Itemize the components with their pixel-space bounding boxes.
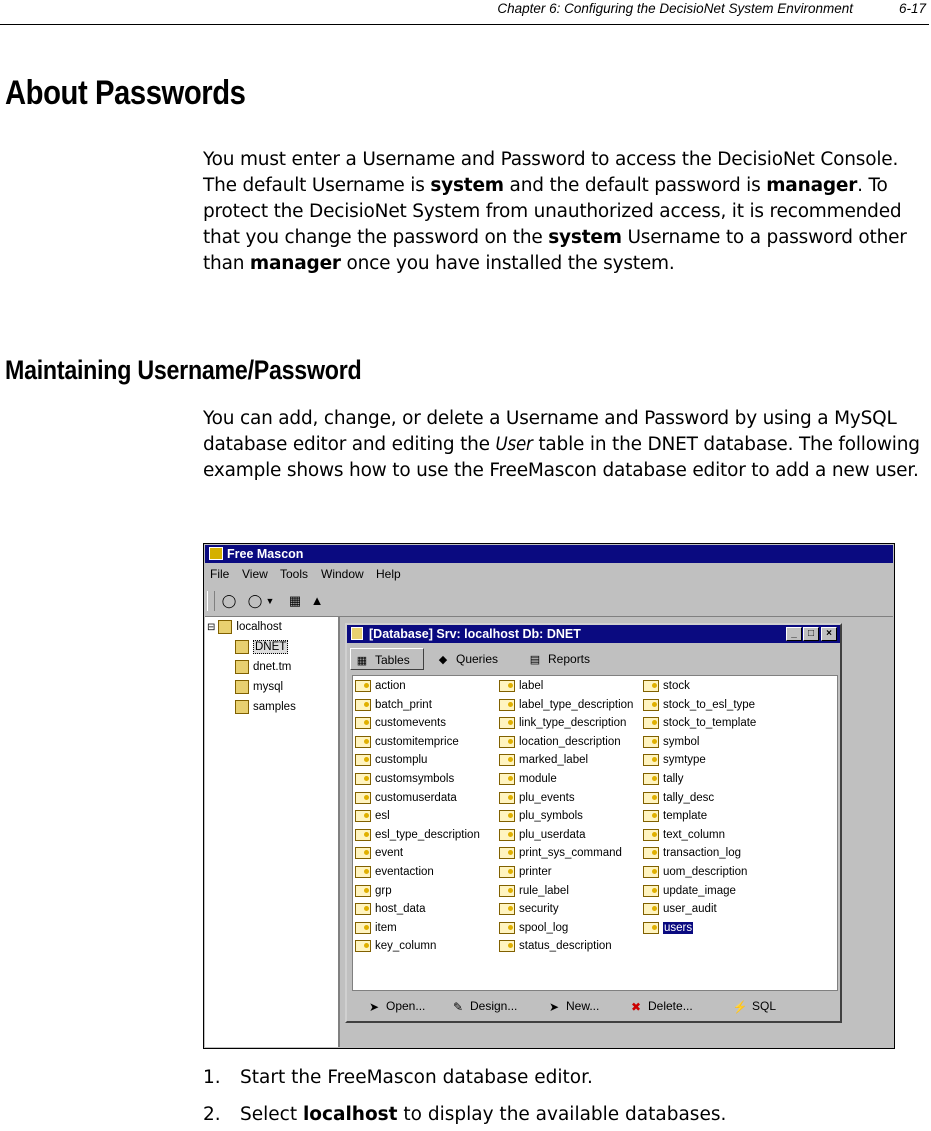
table-name: uom_description — [663, 866, 748, 878]
table-name: batch_print — [375, 698, 432, 711]
table-icon — [355, 717, 371, 729]
bold-password: manager — [766, 175, 858, 196]
table-list-item[interactable] — [355, 920, 397, 937]
toolbar-grip — [207, 591, 215, 611]
tab-reports[interactable] — [524, 648, 604, 670]
table-icon — [355, 773, 371, 785]
table-list-item[interactable] — [499, 752, 588, 769]
menu-file[interactable]: File — [210, 567, 230, 581]
design-icon: ✎ — [452, 999, 464, 1014]
dropdown-arrow-icon[interactable]: ▼ — [265, 596, 275, 606]
section-title-maintaining: Maintaining Username/Password — [5, 355, 362, 385]
table-name: users — [664, 921, 693, 934]
bold-username: system — [430, 175, 504, 196]
text-run: table in the DNET database. The following example shows how to use the FreeMascon database editor to add a new user. — [203, 434, 920, 481]
connect-icon[interactable]: ◯ — [221, 593, 237, 608]
sql-button[interactable] — [732, 999, 776, 1014]
new-icon: ➤ — [548, 999, 560, 1014]
table-list-item[interactable] — [643, 697, 755, 714]
table-name: security — [519, 903, 559, 916]
step-text: to display the available databases. — [397, 1104, 727, 1125]
table-list-item[interactable] — [643, 845, 741, 862]
table-icon — [499, 885, 515, 897]
table-name: text_column — [663, 828, 726, 841]
table-name: spool_log — [519, 921, 569, 934]
table-icon — [355, 866, 371, 878]
report-icon: ▤ — [529, 653, 541, 666]
table-list-item[interactable] — [355, 734, 459, 751]
table-name: template — [663, 810, 708, 823]
table-name: symbol — [663, 735, 700, 748]
table-name: printer — [519, 866, 552, 878]
table-list-item[interactable] — [355, 938, 436, 955]
table-list-item[interactable] — [643, 864, 747, 881]
table-icon — [643, 903, 659, 915]
tree-node-mysql[interactable] — [235, 679, 283, 695]
page-number: 6-17 — [898, 1, 926, 16]
table-icon — [499, 717, 515, 729]
about-passwords-paragraph — [203, 147, 928, 277]
tab-queries[interactable] — [432, 648, 516, 670]
text-run: once you have installed the system. — [340, 253, 675, 274]
table-list-item[interactable] — [499, 883, 569, 900]
text-run: and the default password is — [503, 175, 767, 196]
table-icon — [355, 847, 371, 859]
table-name: plu_events — [519, 791, 575, 804]
table-icon — [499, 903, 515, 915]
table-list-item[interactable] — [643, 752, 706, 769]
table-icon — [643, 717, 659, 729]
table-icon — [499, 847, 515, 859]
tab-tables[interactable] — [350, 648, 424, 670]
table-icon — [499, 680, 515, 692]
child-title: [Database] Srv: localhost Db: DNET — [369, 627, 581, 641]
table-name: status_description — [519, 940, 612, 953]
table-list-item[interactable] — [499, 808, 583, 825]
table-icon — [499, 792, 515, 804]
table-list-item[interactable] — [643, 920, 693, 937]
table-name: customsymbols — [375, 773, 455, 785]
table-list-item[interactable] — [499, 938, 612, 955]
table-icon — [499, 866, 515, 878]
table-name: esl_type_description — [375, 828, 480, 841]
app-title-bar — [205, 545, 893, 563]
table-list-item[interactable] — [355, 771, 454, 788]
table-name: location_description — [519, 735, 621, 748]
table-icon — [643, 754, 659, 766]
step-text: Select — [240, 1104, 303, 1125]
table-name: stock_to_esl_type — [663, 698, 756, 711]
table-icon — [643, 866, 659, 878]
table-name: stock_to_template — [663, 717, 757, 730]
step-2 — [203, 1102, 726, 1128]
table-list-item[interactable] — [499, 715, 626, 732]
table-name: customplu — [375, 754, 428, 767]
database-icon — [235, 680, 249, 694]
tree-label: dnet.tm — [253, 661, 292, 673]
table-list-item[interactable] — [355, 808, 390, 825]
collapse-icon[interactable]: ⊟ — [207, 622, 216, 633]
server-tree — [205, 617, 340, 1047]
query-icon: ◆ — [438, 653, 448, 666]
table-name: tally_desc — [663, 791, 715, 804]
table-name: customuserdata — [375, 791, 457, 804]
button-label: Delete... — [648, 999, 693, 1013]
table-name: esl — [375, 810, 390, 823]
mdi-area — [340, 617, 893, 1047]
button-label: Design... — [470, 999, 518, 1013]
toolbar — [205, 586, 893, 617]
close-icon[interactable]: × — [821, 627, 837, 641]
table-list-item[interactable] — [499, 734, 621, 751]
table-icon — [355, 680, 371, 692]
delete-button[interactable] — [628, 999, 693, 1014]
table-list-item[interactable] — [355, 697, 432, 714]
italic-table-name: User — [495, 434, 533, 455]
table-name: marked_label — [519, 754, 589, 767]
database-icon — [235, 700, 249, 714]
table-name: event — [375, 847, 404, 860]
table-icon — [643, 680, 659, 692]
section-title-about-passwords: About Passwords — [5, 74, 246, 112]
table-list-item[interactable] — [643, 808, 707, 825]
table-name: label_type_description — [519, 698, 634, 711]
table-list — [352, 675, 838, 991]
bold-password: manager — [249, 253, 341, 274]
table-list-item[interactable] — [355, 901, 426, 918]
table-list-item[interactable] — [499, 697, 633, 714]
table-icon — [355, 903, 371, 915]
menu-bar — [205, 564, 893, 584]
table-icon — [499, 810, 515, 822]
minimize-icon[interactable]: _ — [786, 627, 802, 641]
table-name: transaction_log — [663, 847, 741, 860]
tree-label: samples — [253, 701, 296, 713]
tree-node-dnet-tm[interactable] — [235, 659, 291, 675]
table-icon — [499, 754, 515, 766]
table-icon — [355, 792, 371, 804]
table-icon — [643, 773, 659, 785]
table-list-item[interactable] — [355, 790, 457, 807]
server-icon — [218, 620, 232, 634]
step-number: 2. — [203, 1104, 221, 1125]
table-list-item[interactable] — [499, 901, 559, 918]
tab-label: Tables — [375, 653, 410, 667]
table-name: eventaction — [375, 866, 434, 878]
table-icon — [499, 940, 515, 952]
step-text: Start the FreeMascon database editor. — [240, 1067, 593, 1088]
tree-node-samples[interactable] — [235, 699, 296, 715]
table-icon — [355, 810, 371, 822]
table-name: action — [375, 680, 406, 692]
bold-username: system — [548, 227, 622, 248]
table-icon — [355, 940, 371, 952]
menu-tools[interactable]: Tools — [280, 567, 309, 581]
sql-icon: ⚡ — [732, 999, 748, 1014]
table-list-item[interactable] — [355, 678, 406, 695]
text-run: You can add, change, or delete a Username and Password by using a MySQL database editor and editing the — [203, 408, 897, 455]
table-icon — [643, 699, 659, 711]
table-name: symtype — [663, 754, 706, 767]
menu-view[interactable]: View — [242, 567, 268, 581]
table-icon — [499, 829, 515, 841]
tree-label: DNET — [255, 641, 287, 653]
table-list-item[interactable] — [355, 715, 446, 732]
table-icon — [355, 754, 371, 766]
table-list-item[interactable] — [499, 827, 586, 844]
table-name: plu_symbols — [519, 810, 583, 823]
bold-localhost: localhost — [302, 1104, 398, 1125]
button-label: SQL — [752, 999, 777, 1013]
table-list-item[interactable] — [355, 752, 427, 769]
table-icon — [643, 922, 659, 934]
database-icon — [351, 627, 363, 640]
table-list-item[interactable] — [643, 734, 699, 751]
table-name: update_image — [663, 884, 736, 897]
table-name: customitemprice — [375, 735, 459, 748]
table-icon — [355, 922, 371, 934]
table-icon — [499, 736, 515, 748]
button-label: Open... — [386, 999, 426, 1013]
table-name: print_sys_command — [519, 847, 622, 860]
table-list-item[interactable] — [499, 845, 622, 862]
text-run: . To protect the DecisioNet System from unauthorized access, it is recommended that you change the password on the — [203, 175, 902, 248]
tree-label: localhost — [236, 621, 282, 633]
table-name: label — [519, 680, 544, 692]
table-icon — [355, 885, 371, 897]
refresh-icon[interactable]: ▲ — [310, 593, 324, 608]
maintaining-paragraph — [203, 406, 928, 484]
text-run: You must enter a Username and Password to access the DecisioNet Console. The default Username is — [203, 149, 899, 196]
table-icon — [499, 699, 515, 711]
tab-label: Reports — [548, 652, 591, 666]
table-list-item[interactable] — [355, 845, 403, 862]
table-name: tally — [663, 773, 684, 785]
table-icon — [355, 829, 371, 841]
step-1 — [203, 1065, 593, 1091]
free-mascon-window — [203, 543, 895, 1049]
table-icon — [499, 922, 515, 934]
table-icon — [643, 736, 659, 748]
design-button[interactable] — [450, 999, 517, 1014]
table-list-item[interactable] — [499, 864, 552, 881]
step-number: 1. — [203, 1067, 221, 1088]
table-list-item[interactable] — [643, 678, 690, 695]
menu-help[interactable]: Help — [376, 567, 401, 581]
table-list-item[interactable] — [643, 883, 736, 900]
table-list-item[interactable] — [499, 790, 575, 807]
table-list-item[interactable] — [499, 920, 568, 937]
maximize-icon[interactable]: □ — [803, 627, 819, 641]
table-name: host_data — [375, 903, 426, 916]
table-icon — [643, 829, 659, 841]
open-icon: ➤ — [368, 999, 380, 1014]
table-icon — [643, 847, 659, 859]
table-icon — [643, 810, 659, 822]
table-icon: ▦ — [356, 654, 368, 667]
table-list-item[interactable] — [355, 883, 392, 900]
table-list-item[interactable] — [499, 771, 557, 788]
table-list-item[interactable] — [643, 901, 717, 918]
new-button[interactable] — [546, 999, 599, 1014]
tree-node-localhost[interactable] — [207, 619, 282, 635]
tab-bar — [349, 646, 838, 672]
table-list-item[interactable] — [643, 715, 756, 732]
table-name: user_audit — [663, 903, 717, 916]
database-icon[interactable]: ▦ — [288, 593, 302, 608]
table-name: customevents — [375, 717, 446, 730]
button-label: New... — [566, 999, 600, 1013]
table-list-item[interactable] — [499, 678, 543, 695]
tab-label: Queries — [456, 652, 499, 666]
table-name: stock — [663, 680, 690, 692]
chapter-title: Chapter 6: Configuring the DecisioNet System Environment — [497, 1, 853, 16]
open-button[interactable] — [366, 999, 425, 1014]
delete-icon: ✖ — [630, 999, 642, 1014]
action-buttons — [352, 995, 835, 1021]
table-list-item[interactable] — [643, 827, 725, 844]
table-list-item[interactable] — [355, 827, 480, 844]
table-name: key_column — [375, 940, 437, 953]
table-list-item[interactable] — [643, 790, 714, 807]
table-list-item[interactable] — [355, 864, 434, 881]
disconnect-icon[interactable]: ◯ — [247, 593, 263, 608]
table-icon — [355, 699, 371, 711]
table-icon — [499, 773, 515, 785]
table-name: item — [375, 921, 397, 934]
tree-label: mysql — [253, 681, 284, 693]
table-name: plu_userdata — [519, 828, 586, 841]
table-name: link_type_description — [519, 717, 627, 730]
table-list-item[interactable] — [643, 771, 683, 788]
menu-window[interactable]: Window — [321, 567, 364, 581]
database-icon — [235, 640, 249, 654]
table-name: grp — [375, 884, 392, 897]
table-name: module — [519, 773, 557, 785]
database-icon — [235, 660, 249, 674]
tree-node-dnet[interactable] — [235, 639, 288, 655]
table-icon — [643, 885, 659, 897]
table-name: rule_label — [519, 884, 569, 897]
running-header — [0, 0, 929, 25]
table-icon — [355, 736, 371, 748]
child-title-bar — [347, 625, 840, 643]
app-title: Free Mascon — [227, 547, 304, 561]
text-run: Username to a password other than — [203, 227, 907, 274]
table-icon — [643, 792, 659, 804]
app-icon — [209, 547, 223, 560]
database-child-window — [345, 623, 842, 1023]
